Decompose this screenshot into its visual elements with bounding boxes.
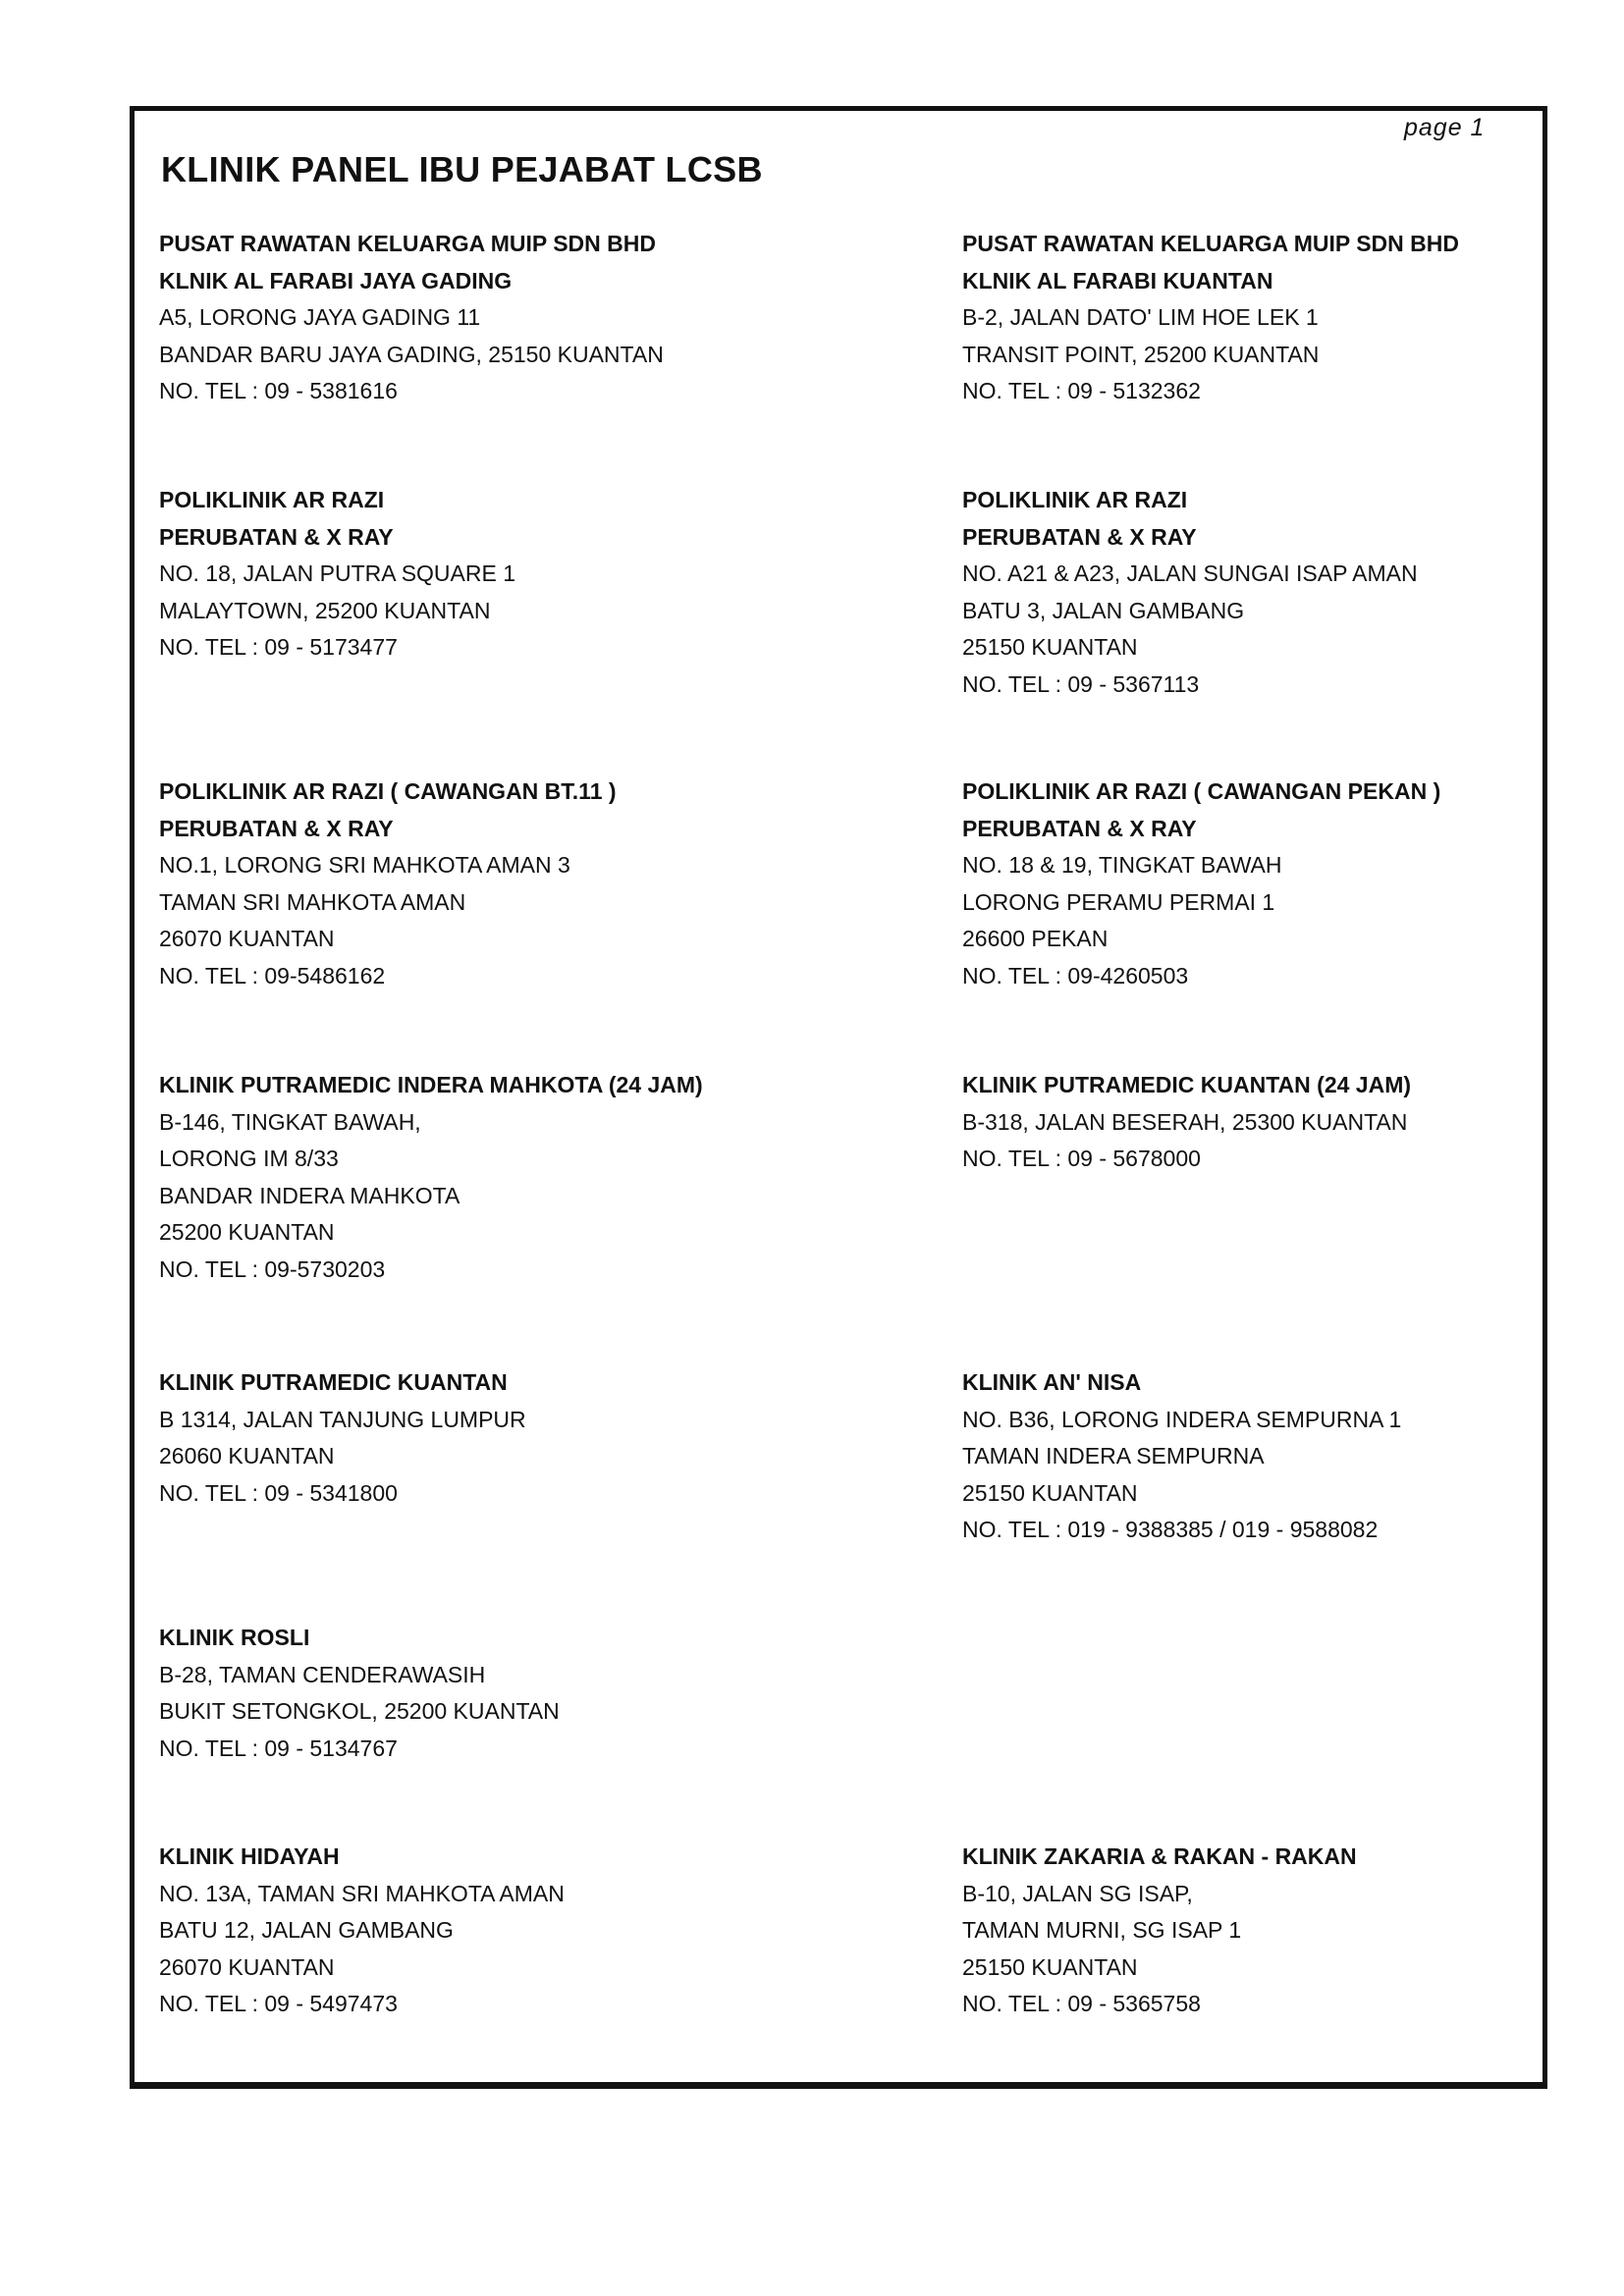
clinic-address-line: NO. 18 & 19, TINGKAT BAWAH <box>962 852 1282 878</box>
clinic-name: PERUBATAN & X RAY <box>159 815 394 841</box>
clinic-address-line: 26070 KUANTAN <box>159 1953 335 1980</box>
clinic-phone: NO. TEL : 09 - 5134767 <box>159 1735 398 1761</box>
clinic-address-line: TAMAN SRI MAHKOTA AMAN <box>159 888 466 915</box>
clinic-ar-razi-bt11 <box>159 774 617 994</box>
clinic-name: KLNIK AL FARABI JAYA GADING <box>159 267 513 294</box>
clinic-address-line: 26060 KUANTAN <box>159 1443 335 1468</box>
clinic-address-line: BANDAR BARU JAYA GADING, 25150 KUANTAN <box>159 341 664 367</box>
clinic-name: POLIKLINIK AR RAZI <box>159 487 385 512</box>
clinic-address-line: TAMAN INDERA SEMPURNA <box>962 1443 1265 1468</box>
clinic-ar-razi-sungai-isap <box>962 482 1418 703</box>
clinic-name: PUSAT RAWATAN KELUARGA MUIP SDN BHD <box>962 231 1459 256</box>
clinic-phone: NO. TEL : 09 - 5341800 <box>159 1479 398 1506</box>
clinic-name: POLIKLINIK AR RAZI <box>962 487 1188 512</box>
clinic-phone: NO. TEL : 09-4260503 <box>962 962 1189 988</box>
clinic-hidayah <box>159 1839 565 2023</box>
clinic-address-line: 25150 KUANTAN <box>962 1479 1138 1506</box>
clinic-address-line: 26600 PEKAN <box>962 926 1109 951</box>
clinic-address-line: BUKIT SETONGKOL, 25200 KUANTAN <box>159 1698 560 1724</box>
clinic-address-line: B-28, TAMAN CENDERAWASIH <box>159 1661 486 1687</box>
clinic-name: KLNIK AL FARABI KUANTAN <box>962 267 1273 294</box>
clinic-phone: NO. TEL : 09 - 5381616 <box>159 378 398 403</box>
clinic-address-line: LORONG IM 8/33 <box>159 1146 339 1171</box>
clinic-phone: NO. TEL : 09-5486162 <box>159 962 386 988</box>
clinic-al-farabi-kuantan <box>962 226 1459 410</box>
clinic-phone: NO. TEL : 09 - 5132362 <box>962 378 1201 403</box>
clinic-phone: NO. TEL : 019 - 9388385 / 019 - 9588082 <box>962 1517 1379 1542</box>
clinic-name: POLIKLINIK AR RAZI ( CAWANGAN BT.11 ) <box>159 778 617 804</box>
clinic-address-line: BANDAR INDERA MAHKOTA <box>159 1182 460 1208</box>
clinic-address-line: A5, LORONG JAYA GADING 11 <box>159 304 481 330</box>
clinic-address-line: BATU 12, JALAN GAMBANG <box>159 1917 454 1943</box>
clinic-address-line: TAMAN MURNI, SG ISAP 1 <box>962 1917 1242 1943</box>
clinic-address-line: 26070 KUANTAN <box>159 926 335 951</box>
clinic-address-line: NO. 18, JALAN PUTRA SQUARE 1 <box>159 561 516 586</box>
clinic-address-line: B-318, JALAN BESERAH, 25300 KUANTAN <box>962 1108 1408 1135</box>
clinic-name: KLINIK ZAKARIA & RAKAN - RAKAN <box>962 1843 1357 1869</box>
page-number: page 1 <box>1404 114 1486 141</box>
clinic-putramedic-indera-mahkota <box>159 1067 703 1288</box>
clinic-phone: NO. TEL : 09 - 5365758 <box>962 1991 1201 2016</box>
clinic-rosli <box>159 1620 560 1767</box>
clinic-address-line: LORONG PERAMU PERMAI 1 <box>962 888 1275 915</box>
clinic-phone: NO. TEL : 09 - 5367113 <box>962 670 1200 697</box>
clinic-name: PERUBATAN & X RAY <box>159 523 394 550</box>
clinic-name: KLINIK PUTRAMEDIC KUANTAN <box>159 1369 508 1395</box>
clinic-phone: NO. TEL : 09 - 5173477 <box>159 634 398 660</box>
clinic-an-nisa <box>962 1364 1401 1549</box>
clinic-name: POLIKLINIK AR RAZI ( CAWANGAN PEKAN ) <box>962 778 1441 804</box>
clinic-address-line: B-2, JALAN DATO' LIM HOE LEK 1 <box>962 304 1319 330</box>
clinic-address-line: TRANSIT POINT, 25200 KUANTAN <box>962 341 1320 367</box>
clinic-address-line: B-10, JALAN SG ISAP, <box>962 1880 1193 1906</box>
clinic-phone: NO. TEL : 09 - 5497473 <box>159 1991 398 2016</box>
page-border-bottom-rule <box>130 2082 1547 2084</box>
clinic-name: KLINIK HIDAYAH <box>159 1843 340 1869</box>
clinic-address-line: 25200 KUANTAN <box>159 1219 335 1245</box>
clinic-address-line: NO.1, LORONG SRI MAHKOTA AMAN 3 <box>159 852 570 878</box>
clinic-address-line: NO. 13A, TAMAN SRI MAHKOTA AMAN <box>159 1880 565 1906</box>
clinic-name: KLINIK AN' NISA <box>962 1369 1142 1395</box>
clinic-al-farabi-jaya-gading <box>159 226 664 410</box>
clinic-address-line: BATU 3, JALAN GAMBANG <box>962 597 1245 623</box>
clinic-name: KLINIK PUTRAMEDIC KUANTAN (24 JAM) <box>962 1072 1412 1097</box>
clinic-address-line: MALAYTOWN, 25200 KUANTAN <box>159 597 491 623</box>
clinic-address-line: 25150 KUANTAN <box>962 634 1138 660</box>
clinic-putramedic-kuantan <box>159 1364 526 1512</box>
clinic-name: PUSAT RAWATAN KELUARGA MUIP SDN BHD <box>159 231 656 256</box>
clinic-phone: NO. TEL : 09 - 5678000 <box>962 1146 1201 1171</box>
clinic-ar-razi-pekan <box>962 774 1440 994</box>
clinic-address-line: 25150 KUANTAN <box>962 1953 1138 1980</box>
clinic-phone: NO. TEL : 09-5730203 <box>159 1255 386 1282</box>
clinic-address-line: NO. B36, LORONG INDERA SEMPURNA 1 <box>962 1406 1402 1432</box>
clinic-address-line: B 1314, JALAN TANJUNG LUMPUR <box>159 1406 526 1432</box>
clinic-putramedic-kuantan-24jam <box>962 1067 1411 1178</box>
clinic-address-line: NO. A21 & A23, JALAN SUNGAI ISAP AMAN <box>962 561 1418 586</box>
clinic-zakaria-rakan <box>962 1839 1357 2023</box>
clinic-name: PERUBATAN & X RAY <box>962 815 1197 841</box>
clinic-name: PERUBATAN & X RAY <box>962 523 1197 550</box>
clinic-ar-razi-putra-square <box>159 482 515 667</box>
clinic-name: KLINIK ROSLI <box>159 1625 310 1650</box>
page-title: KLINIK PANEL IBU PEJABAT LCSB <box>161 149 763 189</box>
clinic-name: KLINIK PUTRAMEDIC INDERA MAHKOTA (24 JAM) <box>159 1072 703 1097</box>
clinic-address-line: B-146, TINGKAT BAWAH, <box>159 1108 421 1135</box>
